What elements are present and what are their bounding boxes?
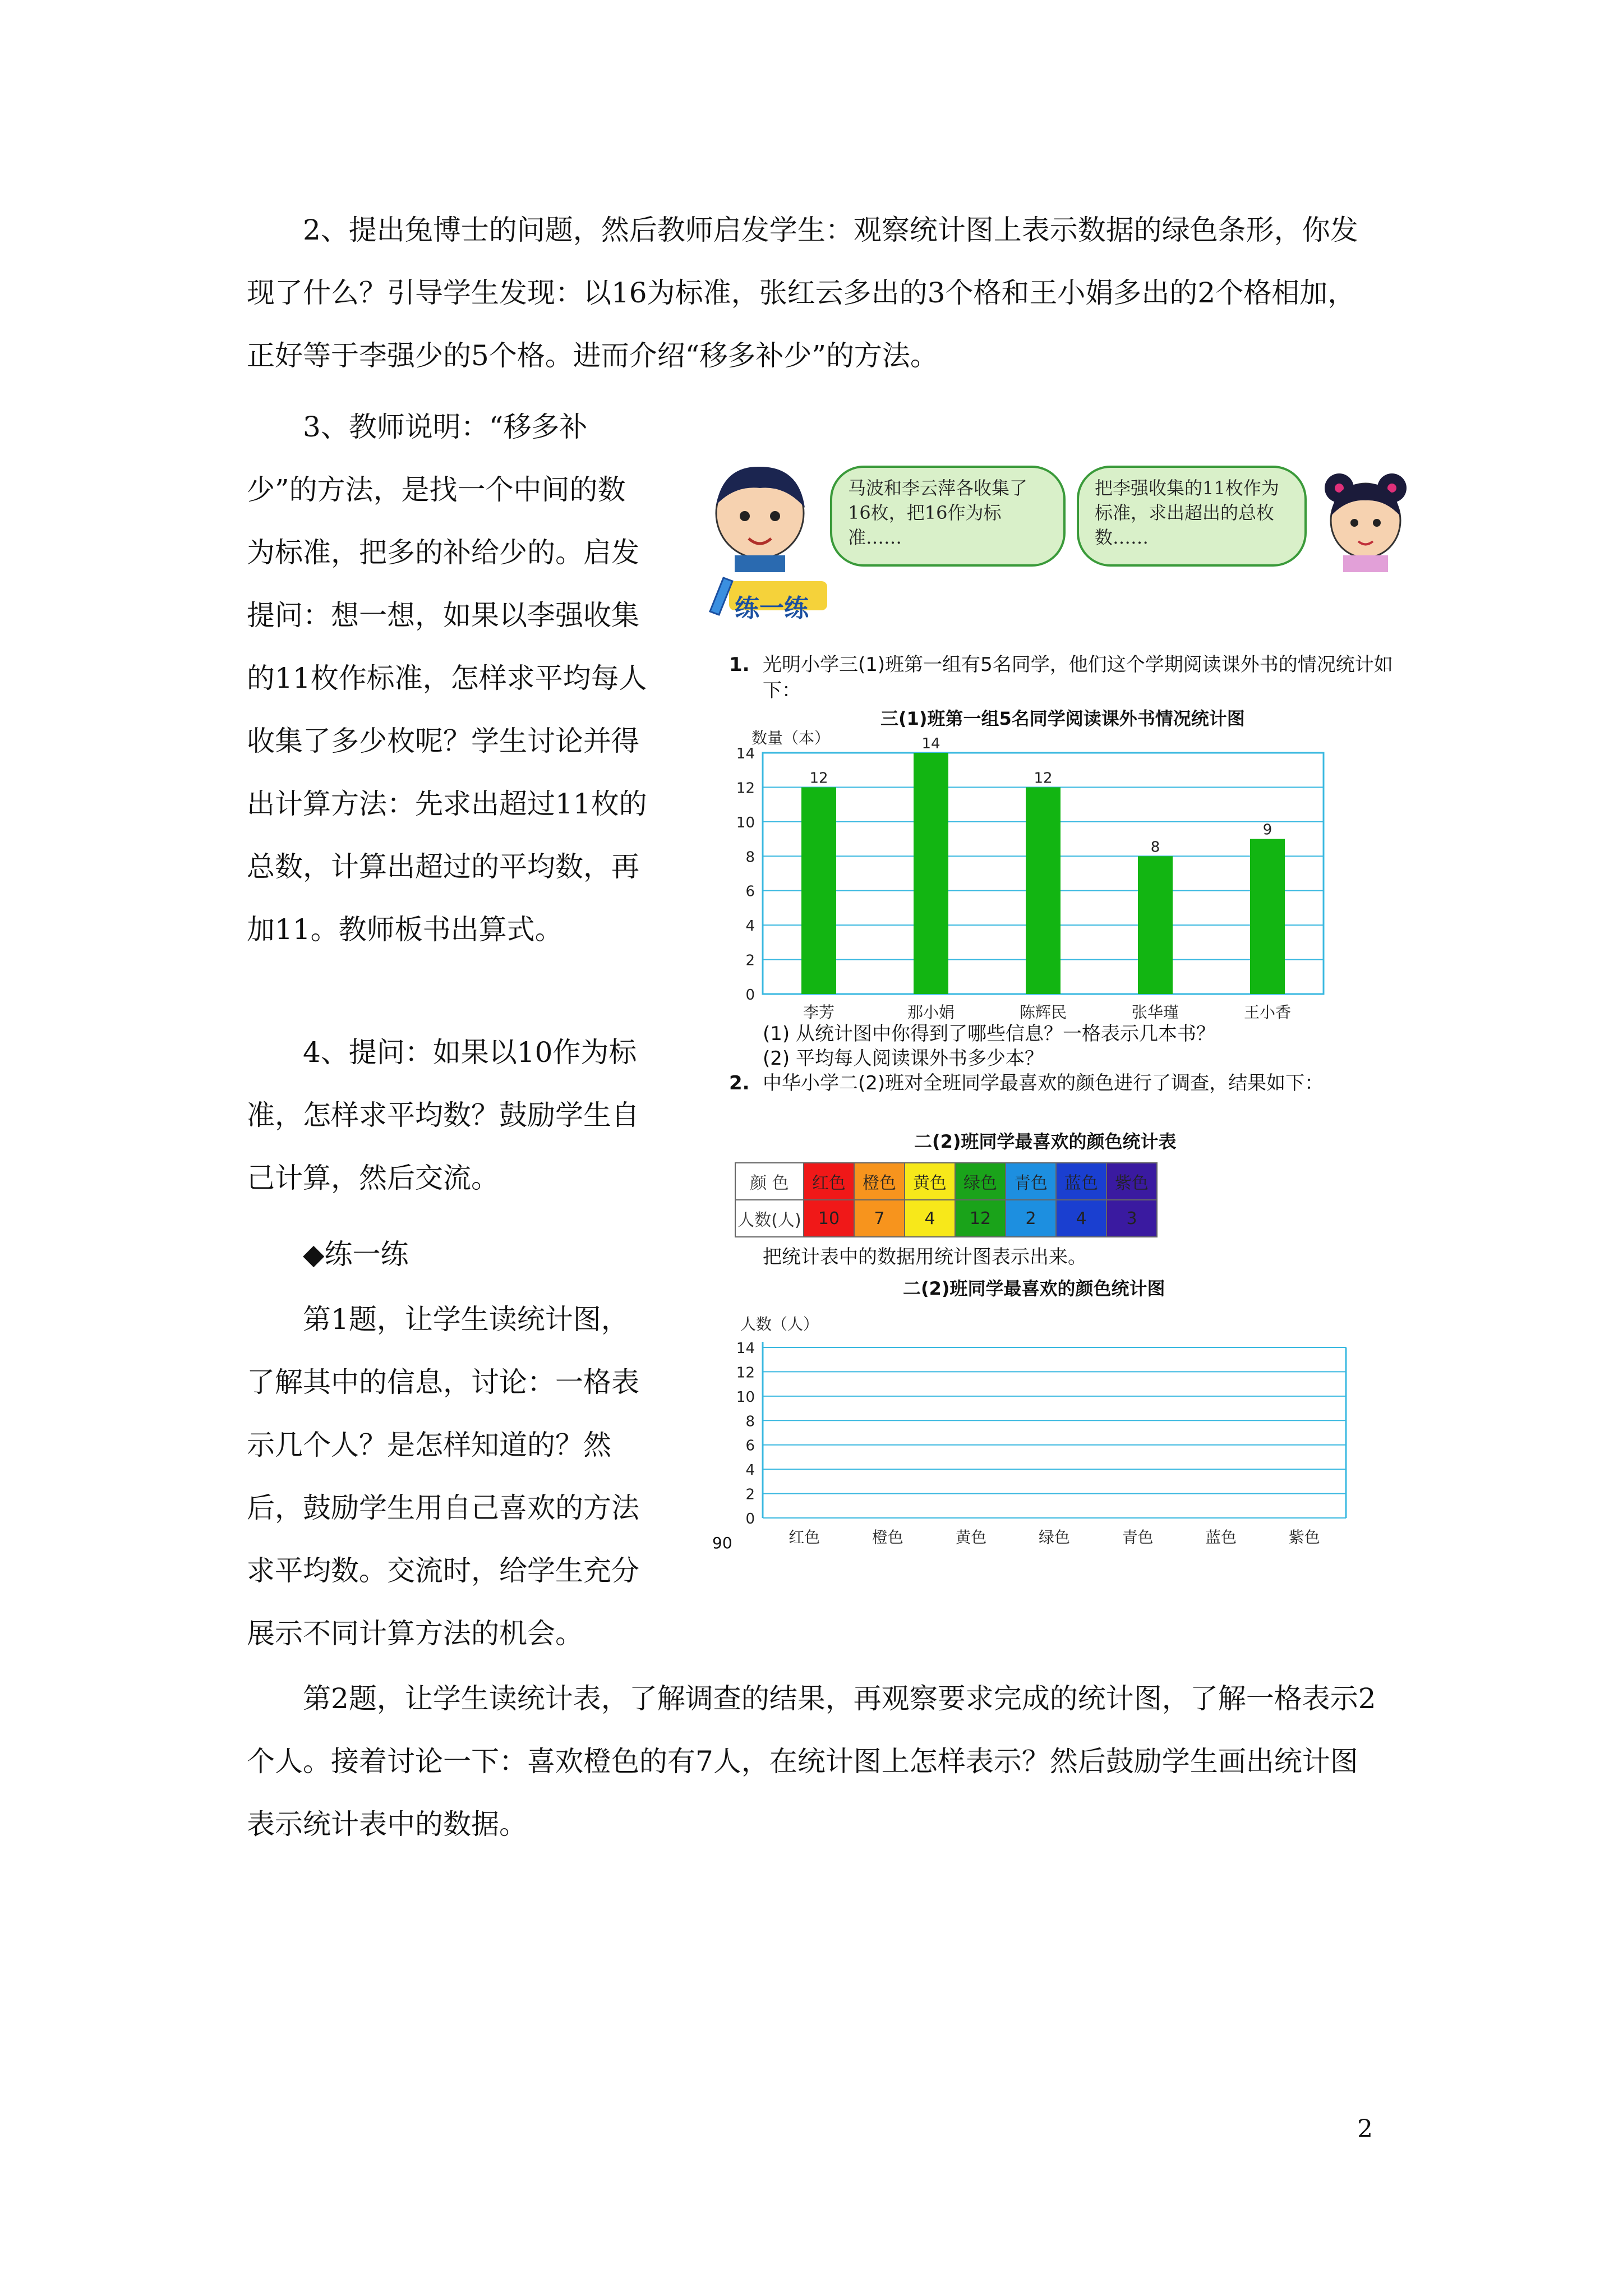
color-cell: 青色 bbox=[1006, 1163, 1056, 1200]
y-tick-label: 12 bbox=[736, 1364, 755, 1382]
y-tick-label: 4 bbox=[745, 1462, 755, 1479]
speech-bubble-girl: 把李强收集的11枚作为标准，求出超出的总枚数…… bbox=[1077, 466, 1307, 567]
y-tick-label: 14 bbox=[736, 1340, 755, 1357]
y-tick-label: 0 bbox=[745, 1511, 755, 1527]
practice-label: 练一练 bbox=[735, 594, 809, 623]
color-empty-chart bbox=[690, 443, 1419, 1588]
y-tick-label: 6 bbox=[745, 883, 755, 900]
x-tick-label: 那小娟 bbox=[907, 1003, 955, 1022]
color-cell: 黄色 bbox=[905, 1163, 955, 1200]
color-cell: 蓝色 bbox=[1056, 1163, 1106, 1200]
data-label: 12 bbox=[1034, 770, 1053, 787]
data-label: 9 bbox=[1262, 821, 1272, 839]
question-2-text: 中华小学二(2)班对全班同学最喜欢的颜色进行了调查，结果如下： bbox=[763, 1072, 1324, 1094]
data-label: 8 bbox=[1150, 839, 1160, 856]
x-tick-label: 橙色 bbox=[872, 1528, 903, 1547]
x-tick-label: 陈辉民 bbox=[1019, 1003, 1067, 1022]
data-label: 14 bbox=[921, 735, 940, 752]
y-tick-label: 0 bbox=[745, 987, 755, 1004]
textbook-page-number: 90 bbox=[712, 1534, 732, 1552]
chart-2-title: 二(2)班同学最喜欢的颜色统计图 bbox=[903, 1278, 1165, 1299]
count-cell: 12 bbox=[955, 1200, 1006, 1237]
question-2-number: 2. bbox=[729, 1072, 750, 1094]
chart-2-y-label: 人数（人） bbox=[740, 1315, 819, 1333]
data-label: 12 bbox=[809, 770, 828, 787]
chart-1-y-label: 数量（本） bbox=[751, 729, 831, 747]
speech-bubble-boy: 马波和李云萍各收集了16枚，把16作为标准…… bbox=[830, 466, 1066, 567]
chart-1-title: 三(1)班第一组5名同学阅读课外书情况统计图 bbox=[880, 708, 1245, 729]
count-cell: 10 bbox=[804, 1200, 854, 1237]
paragraph-step-3: 3、教师说明：“移多补少”的方法，是找一个中间的数为标准，把多的补给少的。启发提问：想一想，如果以李强收集的11枚作标准，怎样求平均每人收集了多少枚呢？学生讨论并得出计算方法：先求出超过11枚的总数，计算出超过的平均数，再加11。教师板书出算式。 bbox=[247, 411, 647, 946]
y-tick-label: 14 bbox=[736, 746, 755, 762]
color-cell: 绿色 bbox=[955, 1163, 1006, 1200]
x-tick-label: 黄色 bbox=[955, 1528, 987, 1547]
question-1-part-1: (1) 从统计图中你得到了哪些信息？一格表示几本书？ bbox=[763, 1023, 1215, 1045]
y-tick-label: 10 bbox=[736, 1388, 755, 1406]
table-header-count: 人数(人) bbox=[735, 1200, 804, 1237]
y-tick-label: 6 bbox=[745, 1437, 755, 1455]
y-tick-label: 8 bbox=[745, 849, 755, 866]
paragraph-step-2: 2、提出兔博士的问题，然后教师启发学生：观察统计图上表示数据的绿色条形，你发现了什么？引导学生发现：以16为标准，张红云多出的3个格和王小娟多出的2个格相加，正好等于李强少的5个格。进而介绍“移多补少”的方法。 bbox=[247, 214, 1358, 372]
y-tick-label: 12 bbox=[736, 780, 755, 797]
count-cell: 2 bbox=[1006, 1200, 1056, 1237]
paragraph-exercise-1: 第1题，让学生读统计图，了解其中的信息，讨论：一格表示几个人？是怎样知道的？然后，鼓励学生用自己喜欢的方法求平均数。交流时，给学生充分展示不同计算方法的机会。 bbox=[247, 1303, 639, 1650]
textbook-excerpt bbox=[690, 443, 1419, 1588]
x-tick-label: 绿色 bbox=[1038, 1528, 1071, 1547]
color-cell: 橙色 bbox=[854, 1163, 905, 1200]
y-tick-label: 10 bbox=[736, 814, 755, 831]
count-cell: 4 bbox=[905, 1200, 955, 1237]
y-tick-label: 2 bbox=[745, 952, 755, 969]
question-1-number: 1. bbox=[729, 654, 750, 676]
x-tick-label: 王小香 bbox=[1243, 1003, 1292, 1022]
section-heading-practice: ◆练一练 bbox=[303, 1238, 409, 1271]
y-tick-label: 2 bbox=[745, 1486, 755, 1503]
x-tick-label: 紫色 bbox=[1288, 1528, 1320, 1547]
question-1-text: 光明小学三(1)班第一组有5名同学，他们这个学期阅读课外书的情况统计如下： bbox=[763, 654, 1393, 702]
color-table-title: 二(2)班同学最喜欢的颜色统计表 bbox=[914, 1131, 1177, 1152]
count-cell: 4 bbox=[1056, 1200, 1106, 1237]
x-tick-label: 红色 bbox=[789, 1528, 820, 1547]
color-cell: 紫色 bbox=[1106, 1163, 1157, 1200]
count-cell: 7 bbox=[854, 1200, 905, 1237]
x-tick-label: 蓝色 bbox=[1205, 1528, 1237, 1547]
count-cell: 3 bbox=[1106, 1200, 1157, 1237]
instruction-draw-chart: 把统计表中的数据用统计图表示出来。 bbox=[763, 1246, 1087, 1268]
color-cell: 红色 bbox=[804, 1163, 854, 1200]
x-tick-label: 青色 bbox=[1122, 1528, 1154, 1547]
paragraph-step-4: 4、提问：如果以10作为标准，怎样求平均数？鼓励学生自己计算，然后交流。 bbox=[247, 1036, 639, 1194]
table-header-color: 颜 色 bbox=[735, 1163, 804, 1200]
y-tick-label: 4 bbox=[745, 918, 755, 935]
y-tick-label: 8 bbox=[745, 1413, 755, 1430]
paragraph-exercise-2: 第2题，让学生读统计表，了解调查的结果，再观察要求完成的统计图，了解一格表示2个人。接着讨论一下：喜欢橙色的有7人，在统计图上怎样表示？然后鼓励学生画出统计图表示统计表中的数据。 bbox=[247, 1682, 1376, 1841]
page-number: 2 bbox=[1357, 2115, 1373, 2143]
question-1-part-2: (2) 平均每人阅读课外书多少本？ bbox=[763, 1047, 1044, 1070]
x-tick-label: 张华瑾 bbox=[1131, 1003, 1179, 1022]
x-tick-label: 李芳 bbox=[803, 1003, 835, 1022]
